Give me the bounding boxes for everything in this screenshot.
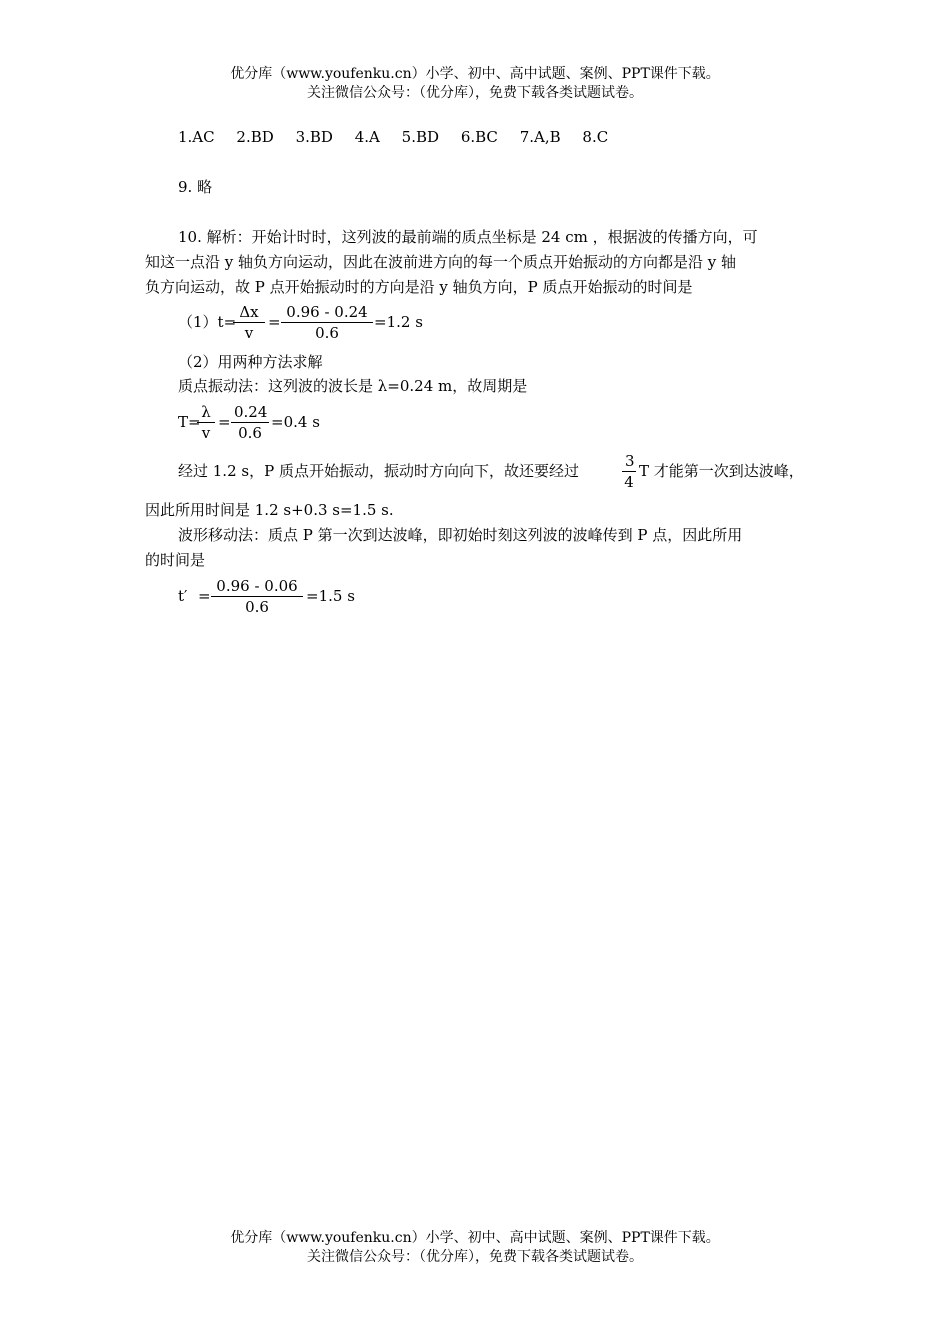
part1-result: =1.2 s <box>374 313 423 331</box>
answer-3: 3.BD <box>295 128 333 146</box>
tprime-fraction-numerator: 0.96 - 0.06 <box>216 577 298 595</box>
part1-equals: = <box>268 313 281 331</box>
footer-line-2: 关注微信公众号：（优分库），免费下载各类试题试卷。 <box>307 1249 643 1265</box>
answer-2: 2.BD <box>236 128 274 146</box>
header-line-2: 关注微信公众号：（优分库），免费下载各类试题试卷。 <box>307 85 643 101</box>
answer-4: 4.A <box>354 128 380 146</box>
answer-7: 7.A,B <box>519 128 561 146</box>
three-quarters-numerator: 3 <box>625 452 635 470</box>
period-fraction-2 <box>231 402 269 443</box>
after-line-2: 因此所用时间是 1.2 s+0.3 s=1.5 s. <box>145 501 394 519</box>
header-line-1: 优分库（www.youfenku.cn）小学、初中、高中试题、案例、PPT课件下载。 <box>230 66 720 82</box>
answer-9: 9. 略 <box>178 178 213 196</box>
period-fraction-2-numerator: 0.24 <box>234 403 268 421</box>
answer-key-row <box>178 127 625 147</box>
method2-line-1: 波形移动法：质点 P 第一次到达波峰，即初始时刻这列波的波峰传到 P 点，因此所用 <box>178 526 743 544</box>
part2-label: （2）用两种方法求解 <box>178 353 323 371</box>
part1-fraction-1 <box>233 302 265 343</box>
answer-1: 1.AC <box>178 128 215 146</box>
period-label: T= <box>178 413 201 431</box>
three-quarters-denominator: 4 <box>622 471 636 492</box>
after-line-1-pre: 经过 1.2 s，P 质点开始振动，振动时方向向下，故还要经过 <box>178 462 579 480</box>
three-quarters-fraction <box>622 451 636 492</box>
q10-intro-line-3: 负方向运动，故 P 点开始振动时的方向是沿 y 轴负方向，P 质点开始振动的时间是 <box>145 278 693 296</box>
part1-fraction-1-denominator: v <box>233 322 265 343</box>
tprime-fraction-denominator: 0.6 <box>211 596 303 617</box>
period-fraction-1 <box>197 402 215 443</box>
answer-8: 8.C <box>582 128 609 146</box>
answer-5: 5.BD <box>401 128 440 146</box>
footer-line-1: 优分库（www.youfenku.cn）小学、初中、高中试题、案例、PPT课件下载。 <box>230 1230 720 1246</box>
period-result: =0.4 s <box>271 413 320 431</box>
period-fraction-1-denominator: v <box>197 422 215 443</box>
part1-fraction-1-numerator: Δx <box>239 303 259 321</box>
page-header <box>0 65 950 103</box>
tprime-label: t′ <box>178 587 188 605</box>
part1-fraction-2 <box>281 302 373 343</box>
tprime-equals: = <box>198 587 211 605</box>
period-equals: = <box>218 413 231 431</box>
tprime-result: =1.5 s <box>306 587 355 605</box>
after-line-1-post: T 才能第一次到达波峰， <box>639 462 804 480</box>
q10-intro-line-2: 知这一点沿 y 轴负方向运动，因此在波前进方向的每一个质点开始振动的方向都是沿 y 轴 <box>145 253 737 271</box>
period-fraction-1-numerator: λ <box>201 403 211 421</box>
q10-intro-line-1: 10. 解析：开始计时时，这列波的最前端的质点坐标是 24 cm ，根据波的传播方向，可 <box>178 228 758 246</box>
part1-fraction-2-denominator: 0.6 <box>281 322 373 343</box>
period-fraction-2-denominator: 0.6 <box>231 422 269 443</box>
method2-line-2: 的时间是 <box>145 551 206 569</box>
method1-text: 质点振动法：这列波的波长是 λ=0.24 m，故周期是 <box>178 377 528 395</box>
tprime-fraction <box>211 576 303 617</box>
page-footer <box>0 1229 950 1267</box>
part1-label: （1）t= <box>178 313 237 331</box>
answer-6: 6.BC <box>460 128 498 146</box>
part1-fraction-2-numerator: 0.96 - 0.24 <box>286 303 368 321</box>
